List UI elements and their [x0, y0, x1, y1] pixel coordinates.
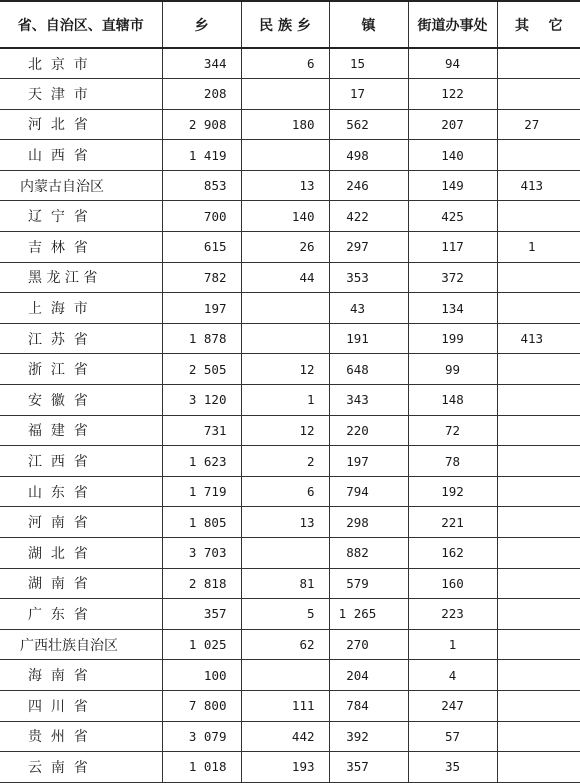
- table-row: [0, 476, 580, 507]
- xiang-count: 1 025: [162, 629, 241, 660]
- jiedao-count: 247: [408, 690, 497, 721]
- table-row: [0, 538, 580, 569]
- qita-count: [497, 201, 580, 232]
- province-name: 河 北 省: [0, 109, 162, 140]
- table-row: [0, 354, 580, 385]
- qita-count: [497, 568, 580, 599]
- xiang-count: 1 419: [162, 140, 241, 171]
- qita-count: [497, 293, 580, 324]
- zhen-count: 784: [329, 690, 408, 721]
- jiedao-count: 99: [408, 354, 497, 385]
- minzu-xiang-count: 62: [241, 629, 329, 660]
- table-row: [0, 232, 580, 263]
- province-name: 天 津 市: [0, 79, 162, 110]
- table-row: [0, 293, 580, 324]
- qita-count: [497, 690, 580, 721]
- table-row: [0, 415, 580, 446]
- jiedao-count: 148: [408, 385, 497, 416]
- province-name: 安 徽 省: [0, 385, 162, 416]
- province-name: 四 川 省: [0, 690, 162, 721]
- zhen-count: 882: [329, 538, 408, 569]
- xiang-count: 7 800: [162, 690, 241, 721]
- xiang-count: 1 623: [162, 446, 241, 477]
- province-name: 云 南 省: [0, 752, 162, 783]
- province-name: 上 海 市: [0, 293, 162, 324]
- xiang-count: 2 908: [162, 109, 241, 140]
- minzu-xiang-count: 140: [241, 201, 329, 232]
- minzu-xiang-count: 12: [241, 415, 329, 446]
- jiedao-count: 221: [408, 507, 497, 538]
- zhen-count: 270: [329, 629, 408, 660]
- jiedao-count: 57: [408, 721, 497, 752]
- qita-count: 413: [497, 170, 580, 201]
- zhen-count: 343: [329, 385, 408, 416]
- table-row: [0, 48, 580, 79]
- minzu-xiang-count: [241, 79, 329, 110]
- minzu-xiang-count: 81: [241, 568, 329, 599]
- zhen-count: 1 265: [329, 599, 408, 630]
- province-name: 河 南 省: [0, 507, 162, 538]
- xiang-count: 100: [162, 660, 241, 691]
- xiang-count: 357: [162, 599, 241, 630]
- zhen-count: 353: [329, 262, 408, 293]
- province-name: 山 东 省: [0, 476, 162, 507]
- table-row: [0, 690, 580, 721]
- jiedao-count: 122: [408, 79, 497, 110]
- province-name: 山 西 省: [0, 140, 162, 171]
- header-jiedao: 街道办事处: [408, 1, 497, 48]
- minzu-xiang-count: 12: [241, 354, 329, 385]
- province-name: 湖 南 省: [0, 568, 162, 599]
- province-name: 江 苏 省: [0, 323, 162, 354]
- table-row: [0, 446, 580, 477]
- minzu-xiang-count: 111: [241, 690, 329, 721]
- minzu-xiang-count: 26: [241, 232, 329, 263]
- xiang-count: 700: [162, 201, 241, 232]
- table-row: [0, 660, 580, 691]
- qita-count: [497, 48, 580, 79]
- xiang-count: 853: [162, 170, 241, 201]
- zhen-count: 197: [329, 446, 408, 477]
- zhen-count: 392: [329, 721, 408, 752]
- qita-count: [497, 660, 580, 691]
- table-row: [0, 262, 580, 293]
- minzu-xiang-count: 13: [241, 507, 329, 538]
- table-header: [0, 1, 580, 48]
- xiang-count: 2 505: [162, 354, 241, 385]
- header-xiang: 乡: [162, 1, 241, 48]
- table-row: [0, 323, 580, 354]
- table-row: [0, 568, 580, 599]
- jiedao-count: 223: [408, 599, 497, 630]
- jiedao-count: 162: [408, 538, 497, 569]
- qita-count: [497, 262, 580, 293]
- province-name: 湖 北 省: [0, 538, 162, 569]
- qita-count: [497, 140, 580, 171]
- province-name: 海 南 省: [0, 660, 162, 691]
- minzu-xiang-count: 6: [241, 476, 329, 507]
- xiang-count: 2 818: [162, 568, 241, 599]
- qita-count: [497, 507, 580, 538]
- province-name: 北 京 市: [0, 48, 162, 79]
- jiedao-count: 72: [408, 415, 497, 446]
- minzu-xiang-count: [241, 293, 329, 324]
- header-province: 省、自治区、直辖市: [0, 1, 162, 48]
- qita-count: [497, 538, 580, 569]
- qita-count: [497, 354, 580, 385]
- zhen-count: 298: [329, 507, 408, 538]
- jiedao-count: 160: [408, 568, 497, 599]
- table-row: [0, 79, 580, 110]
- zhen-count: 191: [329, 323, 408, 354]
- zhen-count: 648: [329, 354, 408, 385]
- jiedao-count: 149: [408, 170, 497, 201]
- jiedao-count: 1: [408, 629, 497, 660]
- province-name: 福 建 省: [0, 415, 162, 446]
- minzu-xiang-count: [241, 538, 329, 569]
- zhen-count: 357: [329, 752, 408, 783]
- table-row: [0, 599, 580, 630]
- table-body: [0, 48, 580, 782]
- zhen-count: 204: [329, 660, 408, 691]
- zhen-count: 43: [329, 293, 408, 324]
- qita-count: [497, 752, 580, 783]
- table-row: [0, 629, 580, 660]
- zhen-count: 297: [329, 232, 408, 263]
- xiang-count: 3 120: [162, 385, 241, 416]
- zhen-count: 220: [329, 415, 408, 446]
- xiang-count: 344: [162, 48, 241, 79]
- qita-count: [497, 79, 580, 110]
- jiedao-count: 199: [408, 323, 497, 354]
- zhen-count: 498: [329, 140, 408, 171]
- table-row: [0, 752, 580, 783]
- province-name: 吉 林 省: [0, 232, 162, 263]
- table-row: [0, 109, 580, 140]
- qita-count: [497, 721, 580, 752]
- jiedao-count: 192: [408, 476, 497, 507]
- xiang-count: 3 703: [162, 538, 241, 569]
- jiedao-count: 94: [408, 48, 497, 79]
- table-row: [0, 507, 580, 538]
- minzu-xiang-count: 44: [241, 262, 329, 293]
- header-minzu-xiang: 民 族 乡: [241, 1, 329, 48]
- table-row: [0, 721, 580, 752]
- zhen-count: 17: [329, 79, 408, 110]
- xiang-count: 197: [162, 293, 241, 324]
- xiang-count: 1 878: [162, 323, 241, 354]
- jiedao-count: 425: [408, 201, 497, 232]
- xiang-count: 782: [162, 262, 241, 293]
- minzu-xiang-count: [241, 140, 329, 171]
- minzu-xiang-count: 442: [241, 721, 329, 752]
- minzu-xiang-count: [241, 323, 329, 354]
- jiedao-count: 140: [408, 140, 497, 171]
- province-name: 浙 江 省: [0, 354, 162, 385]
- jiedao-count: 207: [408, 109, 497, 140]
- province-name: 江 西 省: [0, 446, 162, 477]
- province-name: 辽 宁 省: [0, 201, 162, 232]
- qita-count: [497, 629, 580, 660]
- xiang-count: 1 719: [162, 476, 241, 507]
- xiang-count: 208: [162, 79, 241, 110]
- province-name: 黑 龙 江 省: [0, 262, 162, 293]
- province-name: 广西壮族自治区: [0, 629, 162, 660]
- minzu-xiang-count: 13: [241, 170, 329, 201]
- minzu-xiang-count: 1: [241, 385, 329, 416]
- zhen-count: 794: [329, 476, 408, 507]
- qita-count: [497, 476, 580, 507]
- xiang-count: 615: [162, 232, 241, 263]
- province-name: 内蒙古自治区: [0, 170, 162, 201]
- qita-count: 413: [497, 323, 580, 354]
- qita-count: 1: [497, 232, 580, 263]
- header-row: [0, 1, 580, 48]
- zhen-count: 15: [329, 48, 408, 79]
- minzu-xiang-count: 193: [241, 752, 329, 783]
- zhen-count: 246: [329, 170, 408, 201]
- jiedao-count: 78: [408, 446, 497, 477]
- qita-count: [497, 446, 580, 477]
- table-row: [0, 170, 580, 201]
- jiedao-count: 372: [408, 262, 497, 293]
- jiedao-count: 35: [408, 752, 497, 783]
- header-zhen: 镇: [329, 1, 408, 48]
- qita-count: [497, 385, 580, 416]
- xiang-count: 3 079: [162, 721, 241, 752]
- minzu-xiang-count: 2: [241, 446, 329, 477]
- table-row: [0, 385, 580, 416]
- zhen-count: 422: [329, 201, 408, 232]
- qita-count: [497, 599, 580, 630]
- jiedao-count: 117: [408, 232, 497, 263]
- minzu-xiang-count: 5: [241, 599, 329, 630]
- jiedao-count: 134: [408, 293, 497, 324]
- table-row: [0, 140, 580, 171]
- zhen-count: 579: [329, 568, 408, 599]
- xiang-count: 1 018: [162, 752, 241, 783]
- minzu-xiang-count: 6: [241, 48, 329, 79]
- xiang-count: 731: [162, 415, 241, 446]
- zhen-count: 562: [329, 109, 408, 140]
- minzu-xiang-count: 180: [241, 109, 329, 140]
- province-name: 贵 州 省: [0, 721, 162, 752]
- jiedao-count: 4: [408, 660, 497, 691]
- qita-count: [497, 415, 580, 446]
- qita-count: 27: [497, 109, 580, 140]
- header-qita: 其 它: [497, 1, 580, 48]
- xiang-count: 1 805: [162, 507, 241, 538]
- table-row: [0, 201, 580, 232]
- province-name: 广 东 省: [0, 599, 162, 630]
- minzu-xiang-count: [241, 660, 329, 691]
